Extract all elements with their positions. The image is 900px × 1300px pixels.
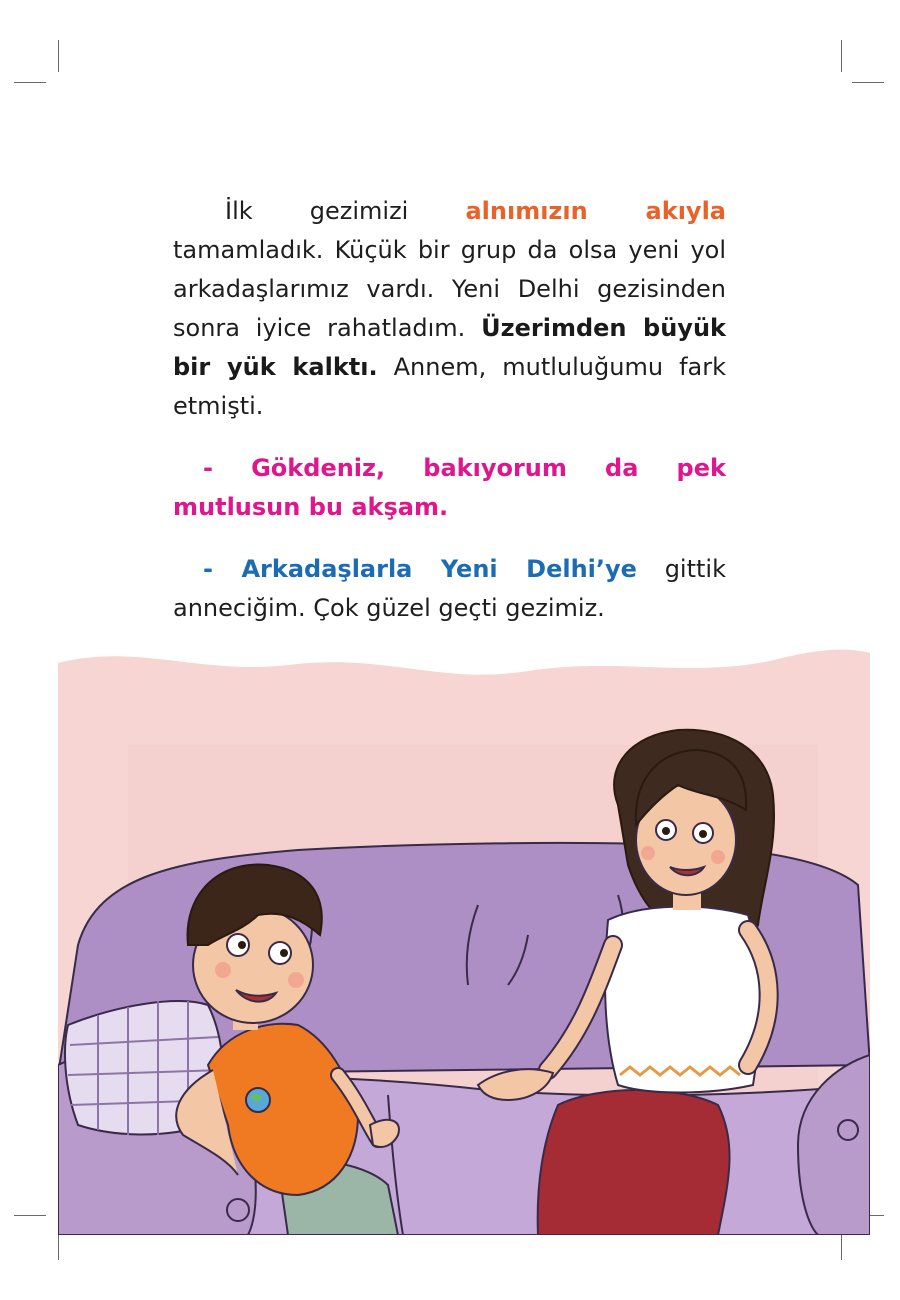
- crop-mark-bottom-left-horizontal: [14, 1215, 46, 1216]
- narration-paragraph: [173, 192, 726, 426]
- narration-text-end: Annem, mutluluğumu fark etmişti.: [173, 353, 726, 420]
- crop-mark-top-right-horizontal: [852, 82, 884, 83]
- mother-speech: Gökdeniz, bakıyorum da pek mutlusun bu akşam.: [173, 454, 726, 521]
- son-speech: gittik anneciğim. Çok güzel geçti gezimiz.: [173, 555, 726, 622]
- son-speech-highlight: Arkadaşlarla Yeni Delhi’ye: [241, 555, 637, 583]
- narration-text-middle: tamamladık. Küçük bir grup da olsa yeni yol arkadaşlarımız vardı. Yeni Delhi gezisinden sonra iyice rahatladım.: [173, 236, 726, 342]
- crop-mark-top-right-vertical: [841, 40, 842, 72]
- idiom-bold: Üzerimden büyük bir yük kalktı.: [173, 314, 726, 381]
- crop-mark-top-left-vertical: [58, 40, 59, 72]
- story-text: [173, 192, 726, 628]
- dialogue-dash: -: [203, 555, 242, 583]
- narration-text-start: İlk gezimizi: [225, 197, 466, 225]
- mother-dialogue: [173, 449, 726, 527]
- dialogue-dash: -: [203, 454, 252, 482]
- illustration-mother-and-son-on-sofa: [58, 645, 870, 1235]
- idiom-highlight: alnımızın akıyla: [465, 197, 726, 225]
- son-dialogue: [173, 550, 726, 628]
- crop-mark-top-left-horizontal: [14, 82, 46, 83]
- illustration-canvas: [58, 645, 870, 1235]
